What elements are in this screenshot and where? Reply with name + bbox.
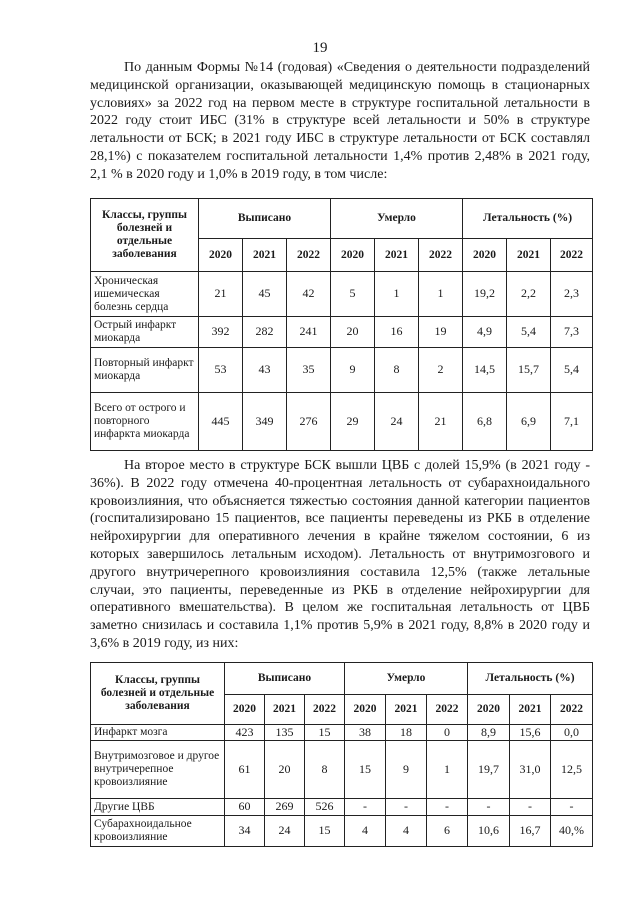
cell: 53 — [199, 348, 243, 393]
cell: - — [510, 799, 551, 816]
year-header: 2020 — [345, 695, 386, 725]
cell: 60 — [225, 799, 265, 816]
cell: 9 — [331, 348, 375, 393]
row-name: Повторный инфаркт миокарда — [91, 348, 199, 393]
cell: 15,6 — [510, 725, 551, 741]
cell: 6 — [427, 816, 468, 847]
cell: 20 — [331, 317, 375, 348]
year-header: 2022 — [551, 695, 593, 725]
year-header: 2020 — [225, 695, 265, 725]
cell: 42 — [287, 272, 331, 317]
cell: 15 — [345, 741, 386, 799]
cell: 15,7 — [507, 348, 551, 393]
cell: 8 — [305, 741, 345, 799]
row-name: Инфаркт мозга — [91, 725, 225, 741]
cell: 21 — [199, 272, 243, 317]
cell: 6,8 — [463, 393, 507, 451]
cell: - — [386, 799, 427, 816]
table-ibs-lethality — [90, 198, 593, 451]
cell: 15 — [305, 816, 345, 847]
table-row — [91, 741, 593, 799]
cell: 7,1 — [551, 393, 593, 451]
year-header: 2021 — [386, 695, 427, 725]
cell: 19 — [419, 317, 463, 348]
year-header: 2020 — [463, 239, 507, 272]
cell: 21 — [419, 393, 463, 451]
cell: - — [427, 799, 468, 816]
cell: 24 — [265, 816, 305, 847]
cell: 8,9 — [468, 725, 510, 741]
cell: 24 — [375, 393, 419, 451]
cell: 7,3 — [551, 317, 593, 348]
paragraph-cvd: На второе место в структуре БСК вышли ЦВБ с долей 15,9% (в 2021 году - 36%). В 2022 году отмечена 40-процентная летальность от субарахноидального кровоизлияния, что объясняется тяжестью состояния данной категории пациентов (госпитализировано 15 пациентов, все пациенты переведены из РКБ в отделение нейрохирургии для оперативного лечения в крайне тяжелом состоянии, 6 из которых завершилось летальным исходом). Летальность от внутримозгового и другого внутричерепного кровоизлияния составила 12,5% (также летальные случаи, это пациенты, переведенные из РКБ в отделение нейрохирургии для оперативного вмешательства). В целом же госпитальная летальность от ЦВБ заметно снизилась и составила 1,1% против 5,9% в 2021 году, 8,8% в 2020 году и 3,6% в 2019 году, из них: — [90, 458, 590, 651]
year-header: 2022 — [419, 239, 463, 272]
cell: - — [551, 799, 593, 816]
cell: 16 — [375, 317, 419, 348]
year-header: 2020 — [468, 695, 510, 725]
year-header: 2020 — [199, 239, 243, 272]
cell: 35 — [287, 348, 331, 393]
paragraph-ibs: По данным Формы №14 (годовая) «Сведения о деятельности подразделений медицинской организации, оказывающей медицинскую помощь в стационарных условиях» за 2022 год на первом месте в структуре госпитальной летальности в 2022 году стоит ИБС (31% в структуре всей летальности и 50% в структуре летальности от БСК; в 2021 году ИБС в структуре летальности от БСК составлял 28,1%) с показателем госпитальной летальности 1,4% против 2,48% в 2021 году, 2,1 % в 2020 году и 1,0% в 2019 году, в том числе: — [90, 60, 590, 182]
cell: 5 — [331, 272, 375, 317]
row-name: Острый инфаркт миокарда — [91, 317, 199, 348]
cell: 8 — [375, 348, 419, 393]
cell: 2,3 — [551, 272, 593, 317]
cell: 29 — [331, 393, 375, 451]
cell: 423 — [225, 725, 265, 741]
table-row — [91, 799, 593, 816]
cell: 2,2 — [507, 272, 551, 317]
header-died: Умерло — [345, 663, 468, 695]
cell: 61 — [225, 741, 265, 799]
year-header: 2022 — [551, 239, 593, 272]
year-header: 2022 — [287, 239, 331, 272]
row-name: Другие ЦВБ — [91, 799, 225, 816]
table-cvd-lethality — [90, 662, 593, 847]
cell: 15 — [305, 725, 345, 741]
cell: 9 — [386, 741, 427, 799]
cell: 18 — [386, 725, 427, 741]
cell: 0 — [427, 725, 468, 741]
header-class: Классы, группы болезней и отдельные заболевания — [91, 663, 225, 725]
header-died: Умерло — [331, 199, 463, 239]
cell: 349 — [243, 393, 287, 451]
cell: 19,2 — [463, 272, 507, 317]
cell: 4 — [345, 816, 386, 847]
cell: 43 — [243, 348, 287, 393]
cell: 10,6 — [468, 816, 510, 847]
row-name: Всего от острого и повторного инфаркта миокарда — [91, 393, 199, 451]
cell: 5,4 — [507, 317, 551, 348]
header-lethality: Летальность (%) — [468, 663, 593, 695]
cell: 40,% — [551, 816, 593, 847]
page-number: 19 — [312, 40, 328, 56]
cell: 276 — [287, 393, 331, 451]
table-row — [91, 272, 593, 317]
header-lethality: Летальность (%) — [463, 199, 593, 239]
year-header: 2022 — [427, 695, 468, 725]
cell: 0,0 — [551, 725, 593, 741]
year-header: 2021 — [507, 239, 551, 272]
header-discharged: Выписано — [225, 663, 345, 695]
header-discharged: Выписано — [199, 199, 331, 239]
year-header: 2021 — [375, 239, 419, 272]
cell: - — [345, 799, 386, 816]
cell: 269 — [265, 799, 305, 816]
cell: 14,5 — [463, 348, 507, 393]
cell: 12,5 — [551, 741, 593, 799]
cell: 20 — [265, 741, 305, 799]
cell: 241 — [287, 317, 331, 348]
table-row — [91, 348, 593, 393]
cell: 6,9 — [507, 393, 551, 451]
cell: 445 — [199, 393, 243, 451]
cell: 4,9 — [463, 317, 507, 348]
cell: 135 — [265, 725, 305, 741]
cell: 392 — [199, 317, 243, 348]
table-row — [91, 317, 593, 348]
year-header: 2022 — [305, 695, 345, 725]
cell: 38 — [345, 725, 386, 741]
cell: 282 — [243, 317, 287, 348]
cell: 1 — [419, 272, 463, 317]
year-header: 2021 — [265, 695, 305, 725]
cell: 526 — [305, 799, 345, 816]
year-header: 2021 — [510, 695, 551, 725]
table-row — [91, 725, 593, 741]
cell: 1 — [375, 272, 419, 317]
year-header: 2021 — [243, 239, 287, 272]
table-row — [91, 816, 593, 847]
year-header: 2020 — [331, 239, 375, 272]
cell: 1 — [427, 741, 468, 799]
cell: 16,7 — [510, 816, 551, 847]
cell: 34 — [225, 816, 265, 847]
row-name: Субарахноидальное кровоизлияние — [91, 816, 225, 847]
header-class: Классы, группы болезней и отдельные заболевания — [91, 199, 199, 272]
cell: - — [468, 799, 510, 816]
cell: 19,7 — [468, 741, 510, 799]
row-name: Хроническая ишемическая болезнь сердца — [91, 272, 199, 317]
cell: 2 — [419, 348, 463, 393]
cell: 31,0 — [510, 741, 551, 799]
table-row — [91, 393, 593, 451]
row-name: Внутримозговое и другое внутричерепное кровоизлияние — [91, 741, 225, 799]
cell: 45 — [243, 272, 287, 317]
cell: 5,4 — [551, 348, 593, 393]
cell: 4 — [386, 816, 427, 847]
